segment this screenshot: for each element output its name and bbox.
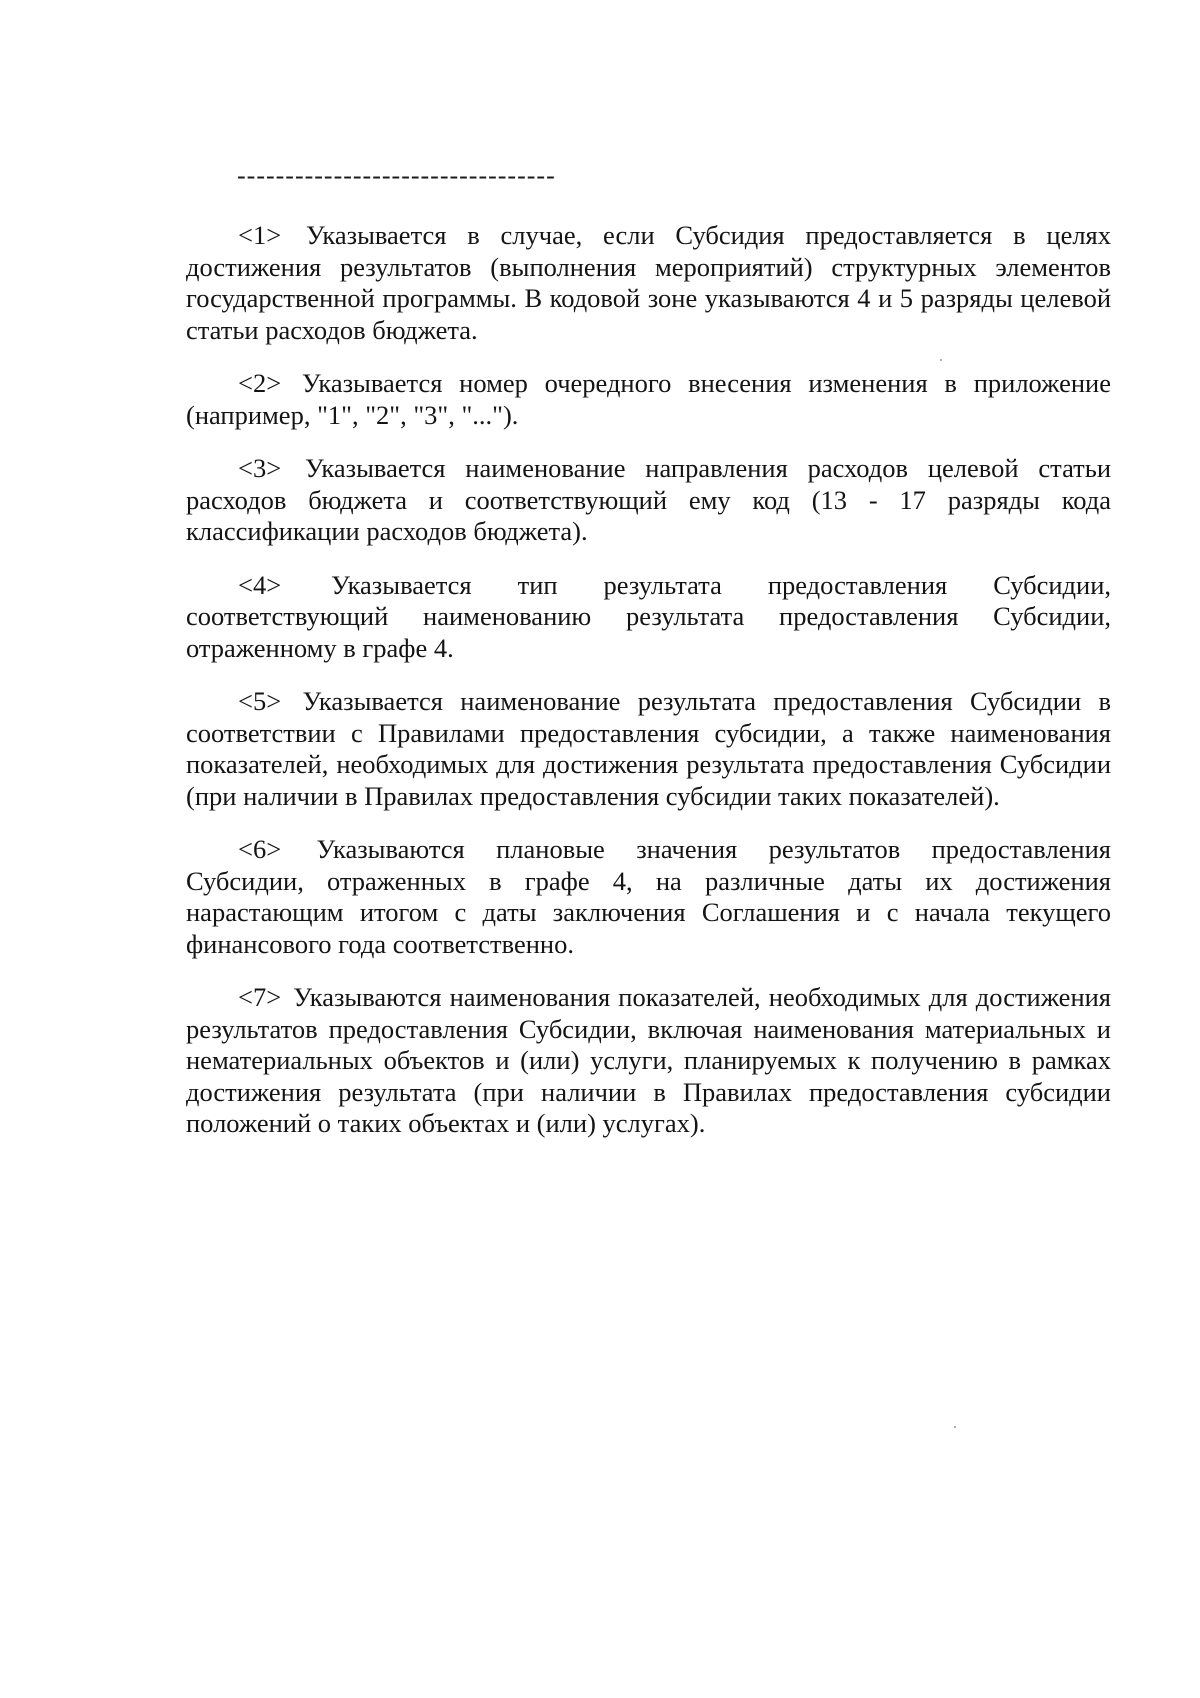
scan-speck [940, 359, 942, 361]
footnote-2 [186, 368, 1111, 431]
footnote-4 [186, 570, 1111, 665]
footnote-marker: <4> [238, 569, 282, 600]
footnote-6 [186, 834, 1111, 960]
footnote-text: Указывается номер очередного внесения изменения в приложение (например, "1", "2", "3", "..."). [186, 368, 1111, 430]
footnote-1 [186, 220, 1111, 346]
footnote-text: Указывается в случае, если Субсидия предоставляется в целях достижения результатов (выполнения мероприятий) структурных элементов государственной программы. В кодовой зоне указываются 4 и 5 разряды целевой статьи расходов бюджета. [186, 220, 1111, 345]
footnote-text: Указывается наименование направления расходов целевой статьи расходов бюджета и соответствующий ему код (13 - 17 разряды кода классификации расходов бюджета). [186, 453, 1111, 546]
footnote-marker: <2> [238, 368, 282, 398]
scan-speck [954, 1426, 956, 1428]
footnote-text: Указываются плановые значения результатов предоставления Субсидии, отраженных в графе 4, на различные даты их достижения нарастающим итогом с даты заключения Соглашения и с начала текущего финансового года соответственно. [186, 834, 1111, 959]
footnote-3 [186, 453, 1111, 548]
footnote-marker: <1> [238, 220, 282, 250]
footnote-marker: <3> [238, 453, 282, 483]
footnotes [186, 220, 1111, 1162]
footnote-marker: <7> [238, 982, 282, 1012]
footnote-marker: <6> [238, 834, 282, 864]
footnote-5 [186, 686, 1111, 812]
footnote-text: Указывается тип результата предоставления Субсидии, соответствующий наименованию результата предоставления Субсидии, отраженному в графе 4. [186, 569, 1112, 663]
footnote-7 [186, 982, 1111, 1140]
footnote-marker: <5> [238, 686, 282, 716]
footnote-separator: --------------------------------- [237, 161, 556, 190]
footnote-text: Указываются наименования показателей, необходимых для достижения результатов предоставления Субсидии, включая наименования материальных и нематериальных объектов и (или) услуги, планируемых к получению в рамках достижения результата (при наличии в Правилах предоставления субсидии положений о таких объектах и (или) услугах). [186, 982, 1111, 1138]
footnote-text: Указывается наименование результата предоставления Субсидии в соответствии с Правилами предоставления субсидии, а также наименования показателей, необходимых для достижения результата предоставления Субсидии (при наличии в Правилах предоставления субсидии таких показателей). [186, 686, 1111, 811]
